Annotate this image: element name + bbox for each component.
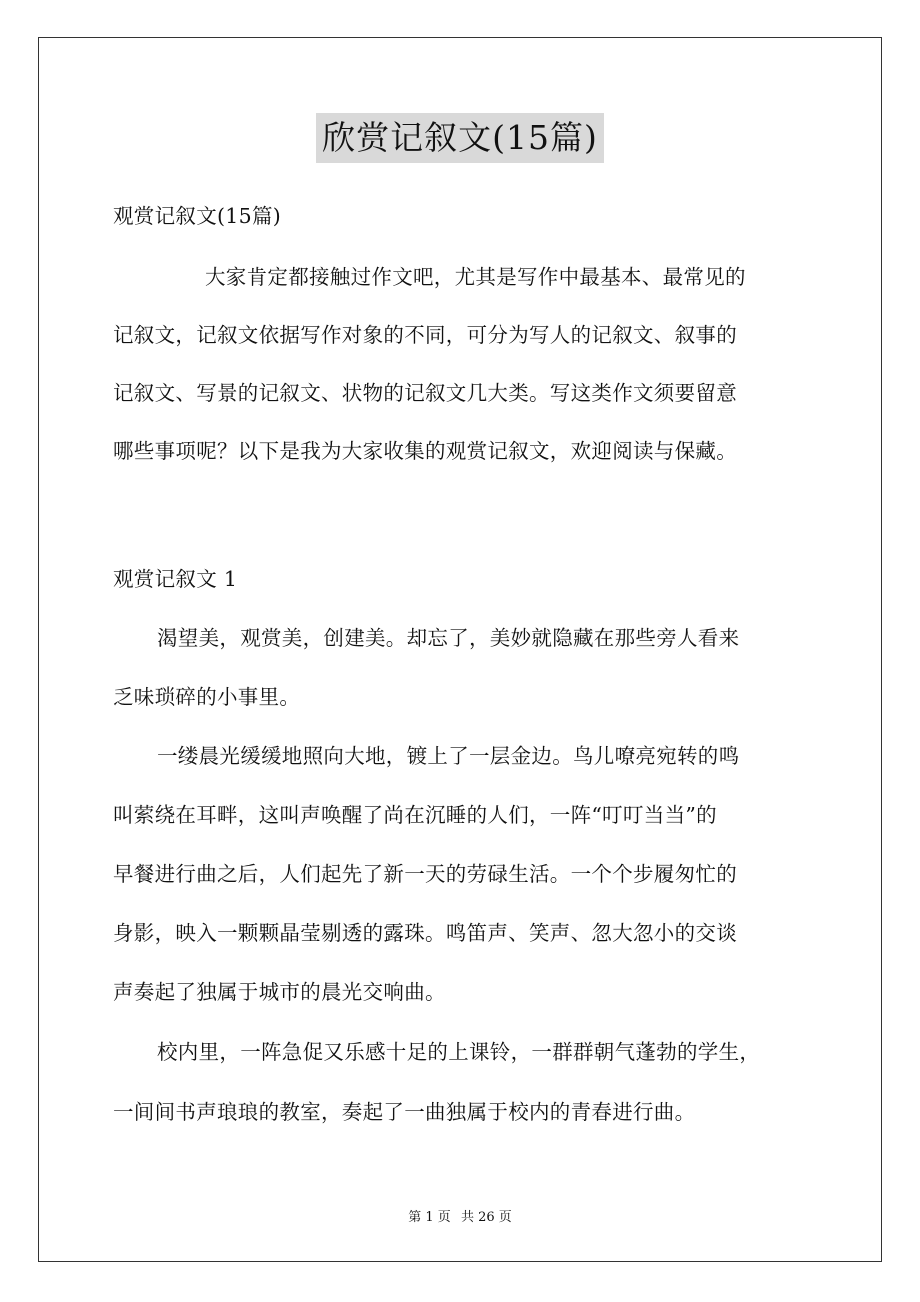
body-line-9: 一间间书声琅琅的教室，奏起了一曲独属于校内的青春进行曲。 — [113, 1100, 696, 1124]
document-subtitle: 观赏记叙文(15篇) — [113, 204, 282, 228]
intro-line-1: 大家肯定都接触过作文吧，尤其是写作中最基本、最常见的 — [205, 265, 746, 289]
body-line-7: 声奏起了独属于城市的晨光交响曲。 — [113, 980, 446, 1004]
body-line-8: 校内里，一阵急促又乐感十足的上课铃，一群群朝气蓬勃的学生， — [157, 1040, 761, 1064]
body-line-2: 乏味琐碎的小事里。 — [113, 685, 301, 709]
page-total: 共 26 页 — [460, 1210, 512, 1225]
title-container — [0, 113, 920, 163]
document-title: 欣赏记叙文(15篇) — [316, 113, 604, 163]
body-line-4: 叫萦绕在耳畔，这叫声唤醒了尚在沉睡的人们，一阵“叮叮当当”的 — [113, 803, 717, 827]
body-line-3: 一缕晨光缓缓地照向大地，镀上了一层金边。鸟儿嘹亮宛转的鸣 — [157, 744, 740, 768]
intro-line-3: 记叙文、写景的记叙文、状物的记叙文几大类。写这类作文须要留意 — [113, 381, 737, 405]
intro-line-2: 记叙文，记叙文依据写作对象的不同，可分为写人的记叙文、叙事的 — [113, 323, 737, 347]
body-line-5: 早餐进行曲之后，人们起先了新一天的劳碌生活。一个个步履匆忙的 — [113, 862, 737, 886]
page-footer — [0, 1206, 920, 1225]
intro-line-4: 哪些事项呢？以下是我为大家收集的观赏记叙文，欢迎阅读与保藏。 — [113, 439, 737, 463]
page-number: 第 1 页 — [408, 1210, 451, 1225]
body-line-6: 身影，映入一颗颗晶莹剔透的露珠。鸣笛声、笑声、忽大忽小的交谈 — [113, 921, 737, 945]
section-heading: 观赏记叙文 1 — [113, 567, 238, 591]
body-line-1: 渴望美，观赏美，创建美。却忘了，美妙就隐藏在那些旁人看来 — [157, 626, 740, 650]
